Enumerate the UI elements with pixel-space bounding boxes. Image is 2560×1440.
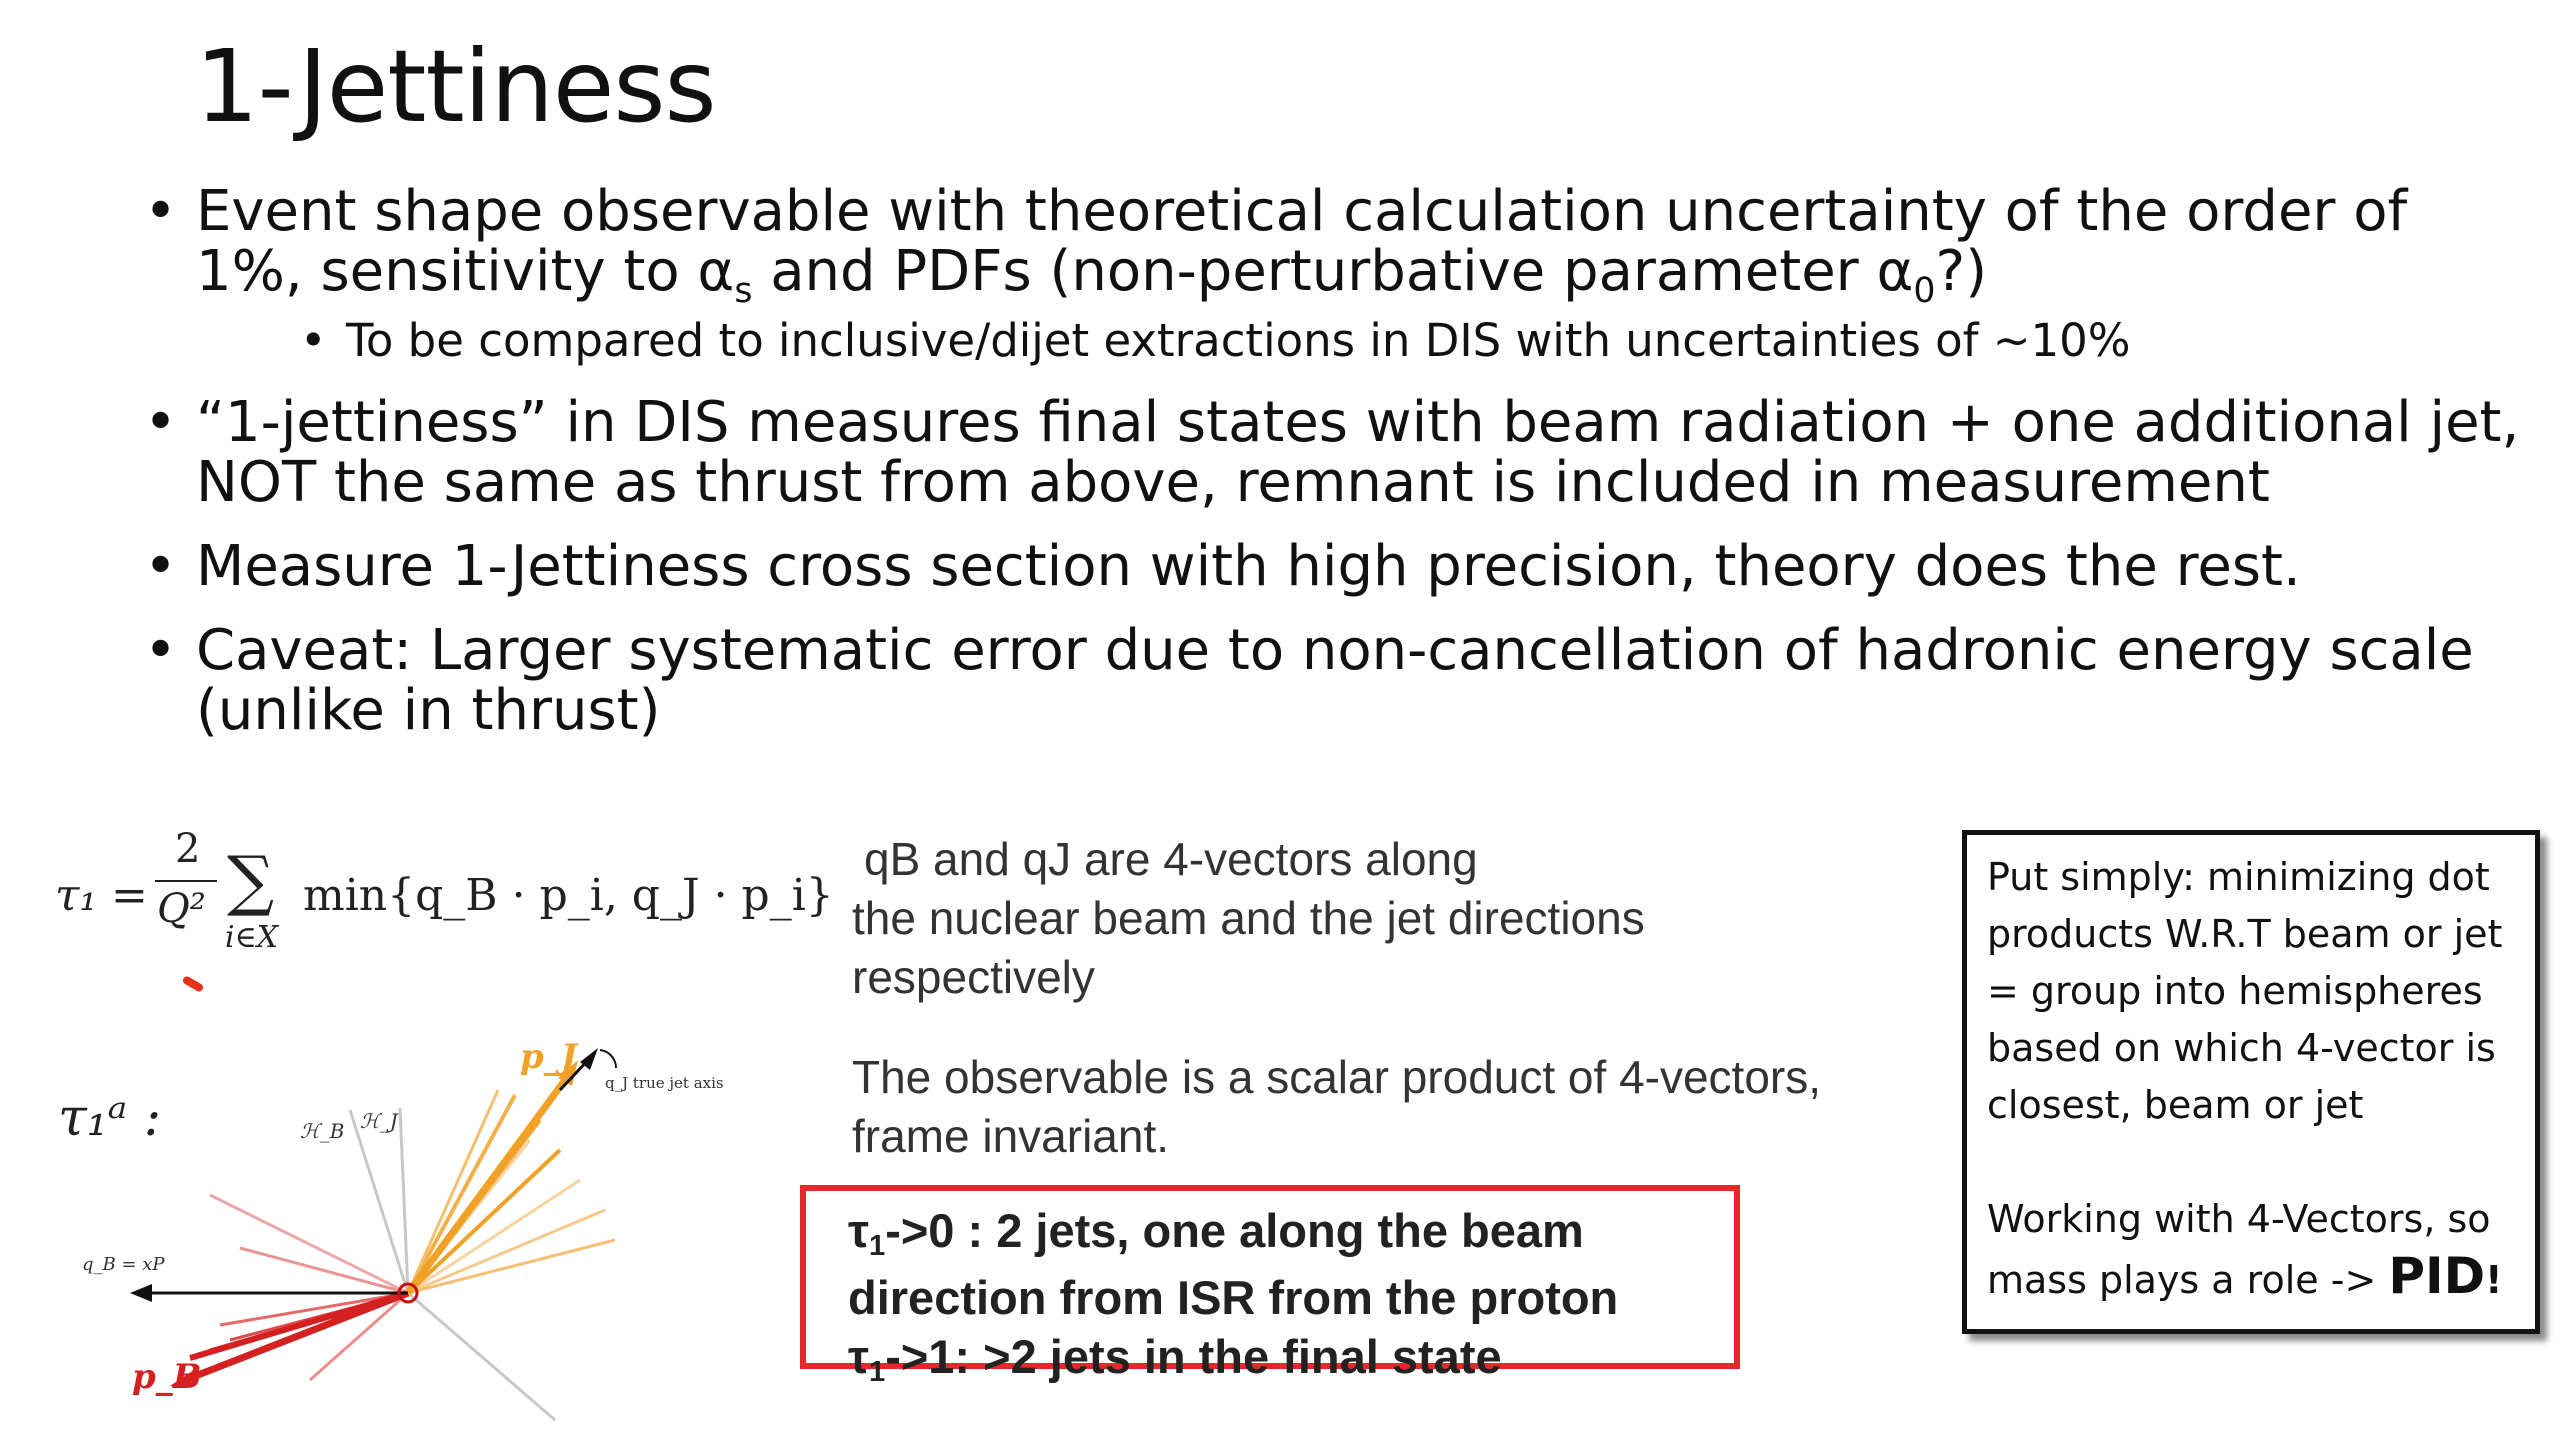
formula-denominator: Q² xyxy=(157,886,206,932)
sub-bullet-dot-icon: • xyxy=(300,314,327,367)
beam-track xyxy=(210,1195,408,1293)
bullet-1-line1: Event shape observable with theoretical calculation uncertainty of the order of xyxy=(196,179,2408,244)
beam-radiation xyxy=(170,1195,408,1386)
tau-subscript: 1 xyxy=(868,1356,886,1389)
jet-track xyxy=(408,1095,515,1293)
bullet-2-line1: “1-jettiness” in DIS measures final states with beam radiation + one additional jet, xyxy=(196,390,2520,455)
formula-sum-index: i∈X xyxy=(225,920,279,955)
tau-subscript: 1 xyxy=(868,1230,886,1263)
label-HB: ℋ_B xyxy=(300,1119,345,1143)
note-line-pid xyxy=(1987,1248,2523,1309)
bullet-dot-icon: • xyxy=(144,534,178,599)
hemisphere-line-b xyxy=(350,1110,408,1293)
bullet-dot-icon: • xyxy=(144,179,178,244)
bullet-dot-icon: • xyxy=(144,390,178,455)
observable-description xyxy=(852,1048,1952,1166)
bullet-4 xyxy=(140,618,2520,743)
limits-callout xyxy=(800,1185,1740,1389)
red-mark xyxy=(181,975,204,993)
slide-title: 1-Jettiness xyxy=(195,28,716,145)
note-line: products W.R.T beam or jet xyxy=(1987,912,2503,956)
rotation-arc-icon xyxy=(600,1050,616,1068)
sub-bullet-1 xyxy=(196,313,2520,369)
hemisphere-line-j xyxy=(400,1108,408,1293)
bullet-4-line2: (unlike in thrust) xyxy=(196,678,661,743)
note-line: Working with 4-Vectors, so xyxy=(1987,1197,2491,1241)
limits-line-3-text: ->1: >2 jets in the final state xyxy=(885,1330,1502,1383)
bullet-1-line2 xyxy=(196,239,2520,311)
bullet-1-text-a: 1%, sensitivity to α xyxy=(196,239,735,304)
bullet-2-line2: NOT the same as thrust from above, remnant is included in measurement xyxy=(196,450,2270,515)
label-HJ: ℋ_J xyxy=(360,1109,398,1133)
jettiness-diagram xyxy=(60,1020,760,1440)
label-true-jet-axis: q_J true jet axis xyxy=(605,1074,724,1092)
pid-exclamation: ! xyxy=(2485,1258,2503,1302)
vector-description-line: the nuclear beam and the jet directions xyxy=(852,892,1645,944)
summary-note-box xyxy=(1962,830,2540,1334)
pB-vector xyxy=(180,1293,408,1382)
alpha-0-subscript: 0 xyxy=(1913,270,1936,311)
tau-symbol: τ xyxy=(848,1330,869,1383)
tau-symbol: τ xyxy=(848,1204,869,1257)
jet-track xyxy=(408,1150,560,1293)
note-pid-prefix: mass plays a role -> xyxy=(1987,1258,2389,1302)
bullet-3 xyxy=(140,534,2520,599)
bullet-1-text-c: ?) xyxy=(1935,239,1988,304)
label-pJ: p_J xyxy=(520,1037,577,1077)
note-line: based on which 4-vector is xyxy=(1987,1026,2496,1070)
bullet-list xyxy=(140,179,2520,765)
qB-arrowhead-icon xyxy=(130,1284,152,1302)
limits-line-1 xyxy=(848,1201,1734,1268)
bullet-1-text-b: and PDFs (non-perturbative parameter α xyxy=(752,239,1914,304)
bullet-1 xyxy=(140,179,2520,369)
vector-description-line: respectively xyxy=(852,951,1095,1003)
jet-radiation xyxy=(408,1060,615,1293)
bullet-3-line1: Measure 1-Jettiness cross section with high precision, theory does the rest. xyxy=(196,534,2301,599)
sub-bullet-1-text: To be compared to inclusive/dijet extractions in DIS with uncertainties of ~10% xyxy=(346,314,2131,367)
note-spacer xyxy=(1987,1134,2523,1191)
beam-track xyxy=(240,1248,408,1293)
bullet-dot-icon: • xyxy=(144,618,178,683)
formula-numerator: 2 xyxy=(175,826,201,872)
observable-description-line: The observable is a scalar product of 4-vectors, xyxy=(852,1051,1822,1103)
tau-1a-label: τ₁ᵃ : xyxy=(58,1088,162,1148)
vector-description xyxy=(852,830,1872,1007)
note-line: Put simply: minimizing dot xyxy=(1987,855,2490,899)
formula-fraction-bar xyxy=(155,880,217,882)
note-line: closest, beam or jet xyxy=(1987,1083,2364,1127)
alpha-s-subscript: s xyxy=(734,270,753,311)
formula-lhs: τ₁ = xyxy=(55,870,148,921)
limits-line-1-text: ->0 : 2 jets, one along the beam xyxy=(885,1204,1584,1257)
label-qB: q_B = xP xyxy=(82,1254,165,1275)
bullet-4-line1: Caveat: Larger systematic error due to non-cancellation of hadronic energy scale xyxy=(196,618,2474,683)
formula-sum-symbol: ∑ xyxy=(227,842,275,919)
vector-description-line: qB and qJ are 4-vectors along xyxy=(864,833,1478,885)
label-pB: p_B xyxy=(132,1357,202,1397)
note-line: = group into hemispheres xyxy=(1987,969,2483,1013)
hemisphere-line-lower xyxy=(408,1293,555,1420)
bullet-2 xyxy=(140,390,2520,515)
pid-emphasis: PID xyxy=(2388,1247,2486,1305)
limits-line-3 xyxy=(848,1327,1734,1394)
observable-description-line: frame invariant. xyxy=(852,1110,1170,1162)
formula-body: min{q_B · p_i, q_J · p_i} xyxy=(303,870,834,921)
limits-line-2: direction from ISR from the proton xyxy=(848,1271,1619,1324)
